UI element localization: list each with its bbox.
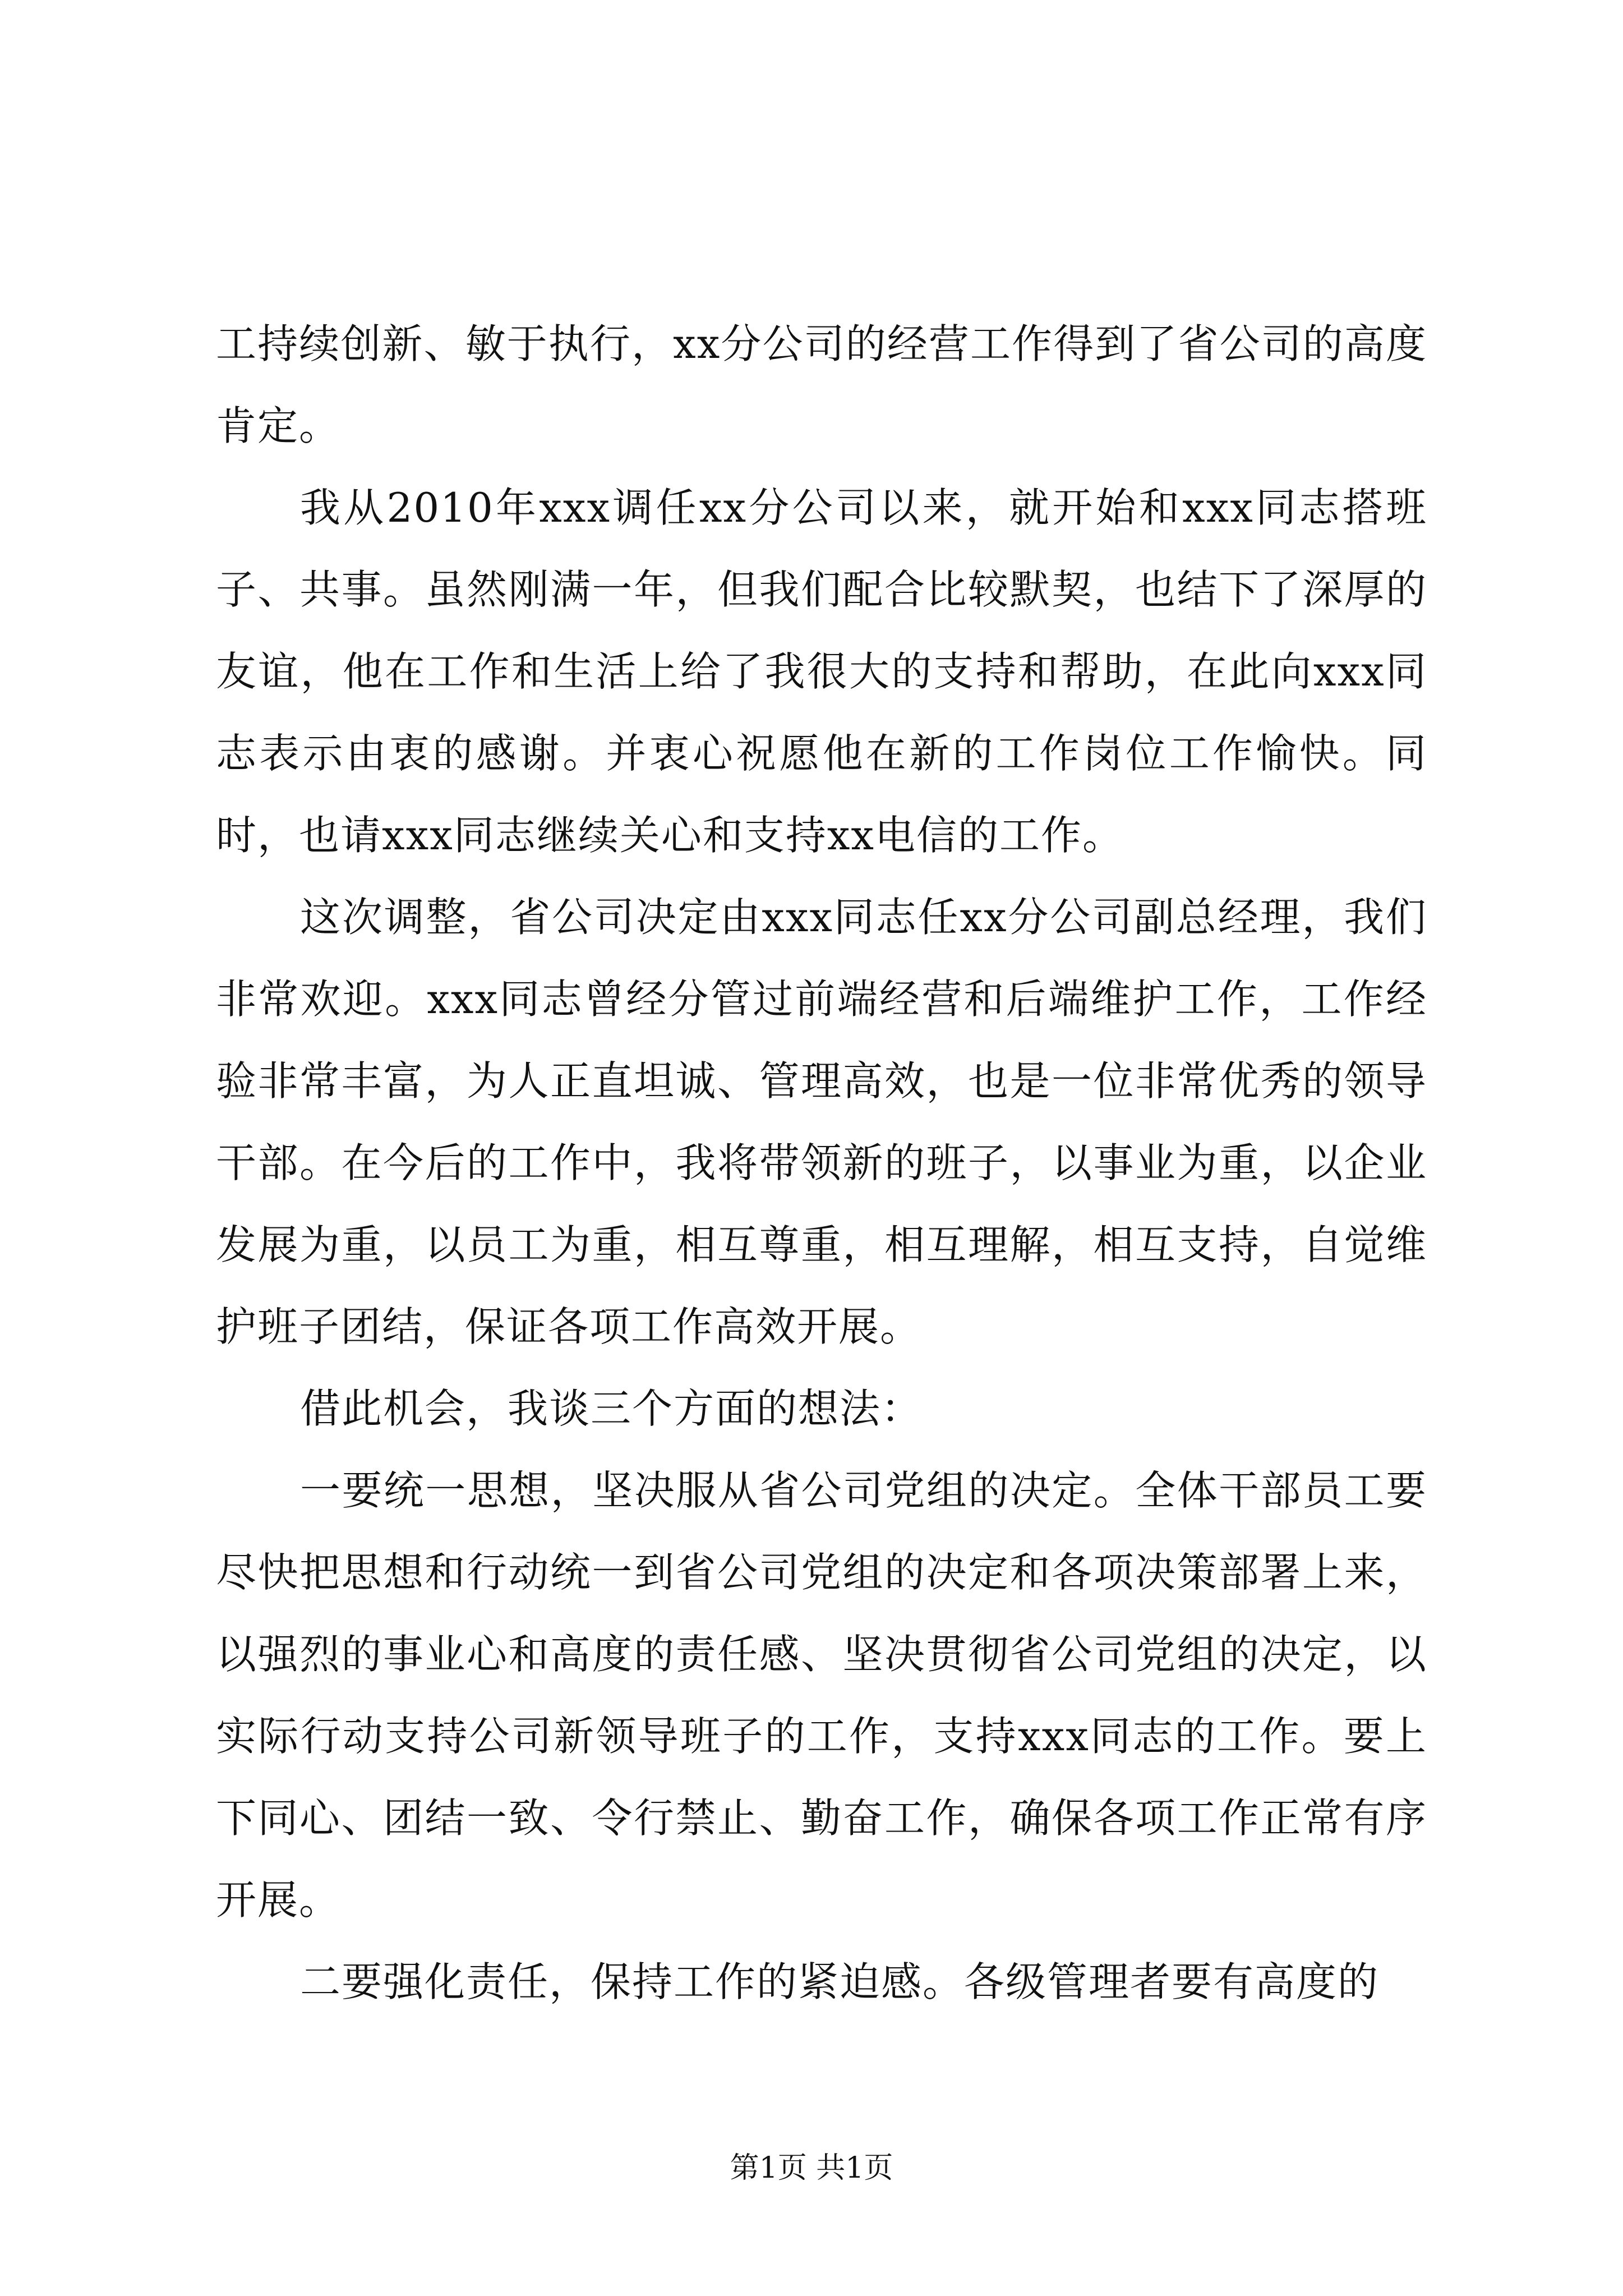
paragraph-continuation: 工持续创新、敏于执行，xx分公司的经营工作得到了省公司的高度肯定。 [216, 320, 1427, 449]
page-footer: 第1页 共1页 [730, 2151, 893, 2185]
paragraph-point-one: 一要统一思想，坚决服从省公司党组的决定。全体干部员工要尽快把思想和行动统一到省公司党组的决定和各项决策部署上来，以强烈的事业心和高度的责任感、坚决贯彻省公司党组的决定，以实际行动支持公司新领导班子的工作，支持xxx同志的工作。要上下同心、团结一致、令行禁止、勤奋工作，确保各项工作正常有序开展。 [216, 1467, 1427, 1924]
paragraph-point-two: 二要强化责任，保持工作的紧迫感。各级管理者要有高度的 [300, 1958, 1380, 2005]
paragraph-intro-thoughts: 借此机会，我谈三个方面的想法： [300, 1385, 923, 1432]
paragraph-appointment: 这次调整，省公司决定由xxx同志任xx分公司副总经理，我们非常欢迎。xxx同志曾经分管过前端经营和后端维护工作，工作经验非常丰富，为人正直坦诚、管理高效，也是一位非常优秀的领导干部。在今后的工作中，我将带领新的班子，以事业为重，以企业发展为重，以员工为重，相互尊重，相互理解，相互支持，自觉维护班子团结，保证各项工作高效开展。 [216, 894, 1427, 1350]
paragraph-appreciation: 我从2010年xxx调任xx分公司以来，就开始和xxx同志搭班子、共事。虽然刚满一年，但我们配合比较默契，也结下了深厚的友谊，他在工作和生活上给了我很大的支持和帮助，在此向xxx同志表示由衷的感谢。并衷心祝愿他在新的工作岗位工作愉快。同时，也请xxx同志继续关心和支持xx电信的工作。 [216, 484, 1427, 859]
document-body [216, 303, 1427, 2023]
